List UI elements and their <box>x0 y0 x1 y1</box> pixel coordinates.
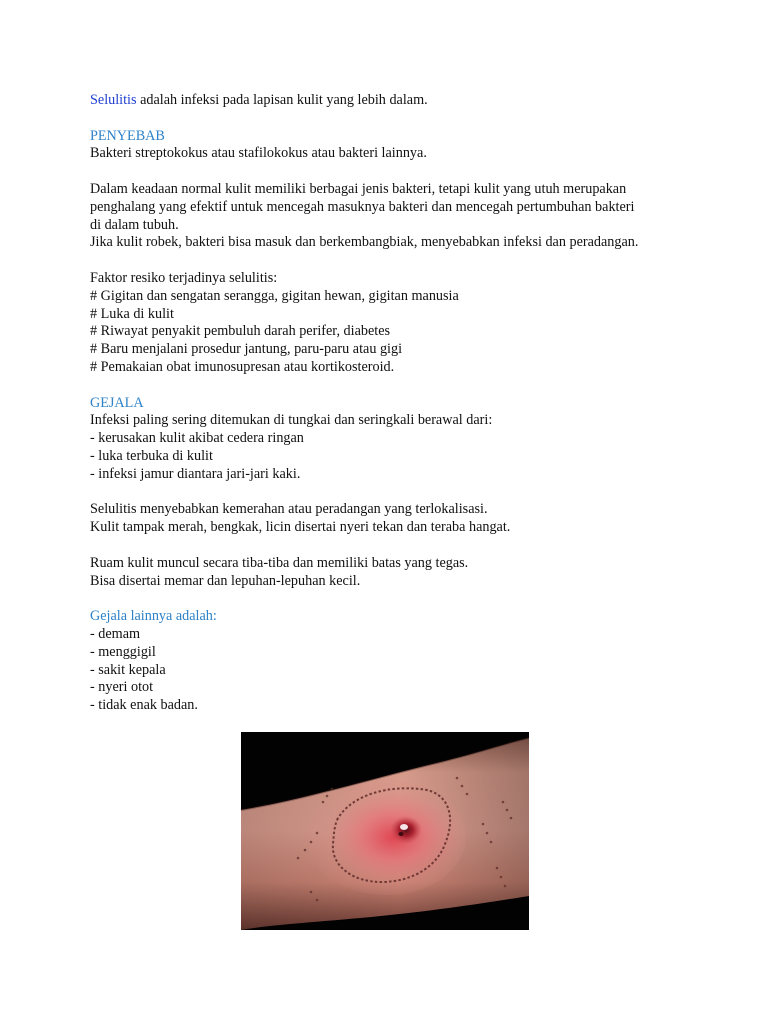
risk-factor-item: # Baru menjalani prosedur jantung, paru-paru atau gigi <box>90 341 403 358</box>
risk-factor-item: # Luka di kulit <box>90 305 174 322</box>
cellulitis-photo <box>241 732 529 930</box>
other-symptom-item: - demam <box>90 625 141 642</box>
heading-penyebab: PENYEBAB <box>90 127 165 144</box>
paragraph-line: Jika kulit robek, bakteri bisa masuk dan berkembangbiak, menyebabkan infeksi dan peradangan. <box>90 234 639 251</box>
paragraph-line: di dalam tubuh. <box>90 216 179 233</box>
paragraph-line: Dalam keadaan normal kulit memiliki berbagai jenis bakteri, tetapi kulit yang utuh merupakan <box>90 180 627 197</box>
other-symptom-item: - tidak enak badan. <box>90 697 198 714</box>
other-symptom-item: - menggigil <box>90 643 156 660</box>
origin-item: - luka terbuka di kulit <box>90 447 213 464</box>
intro-line <box>90 92 690 110</box>
risk-factor-item: # Riwayat penyakit pembuluh darah perifer, diabetes <box>90 323 391 340</box>
paragraph-line: Ruam kulit muncul secara tiba-tiba dan memiliki batas yang tegas. <box>90 554 469 571</box>
paragraph-line: Kulit tampak merah, bengkak, licin disertai nyeri tekan dan teraba hangat. <box>90 519 511 536</box>
term-selulitis: Selulitis <box>90 92 137 108</box>
paragraph-line: Selulitis menyebabkan kemerahan atau peradangan yang terlokalisasi. <box>90 501 488 518</box>
risk-factors-title: Faktor resiko terjadinya selulitis: <box>90 269 278 286</box>
cause-line: Bakteri streptokokus atau stafilokokus atau bakteri lainnya. <box>90 145 427 162</box>
paragraph-line: penghalang yang efektif untuk mencegah masuknya bakteri dan mencegah pertumbuhan bakteri <box>90 198 635 215</box>
origin-item: - infeksi jamur diantara jari-jari kaki. <box>90 465 301 482</box>
other-symptom-item: - sakit kepala <box>90 661 166 678</box>
arm-cellulitis-image <box>241 732 529 930</box>
intro-text: adalah infeksi pada lapisan kulit yang lebih dalam. <box>136 92 428 108</box>
risk-factor-item: # Gigitan dan sengatan serangga, gigitan hewan, gigitan manusia <box>90 287 459 304</box>
origin-item: - kerusakan kulit akibat cedera ringan <box>90 430 304 447</box>
heading-other-symptoms: Gejala lainnya adalah: <box>90 608 217 625</box>
heading-gejala: GEJALA <box>90 394 144 411</box>
risk-factor-item: # Pemakaian obat imunosupresan atau kortikosteroid. <box>90 358 395 375</box>
other-symptom-item: - nyeri otot <box>90 679 154 696</box>
symptom-intro: Infeksi paling sering ditemukan di tungkai dan seringkali berawal dari: <box>90 412 493 429</box>
paragraph-line: Bisa disertai memar dan lepuhan-lepuhan kecil. <box>90 572 361 589</box>
document-body <box>90 92 690 715</box>
